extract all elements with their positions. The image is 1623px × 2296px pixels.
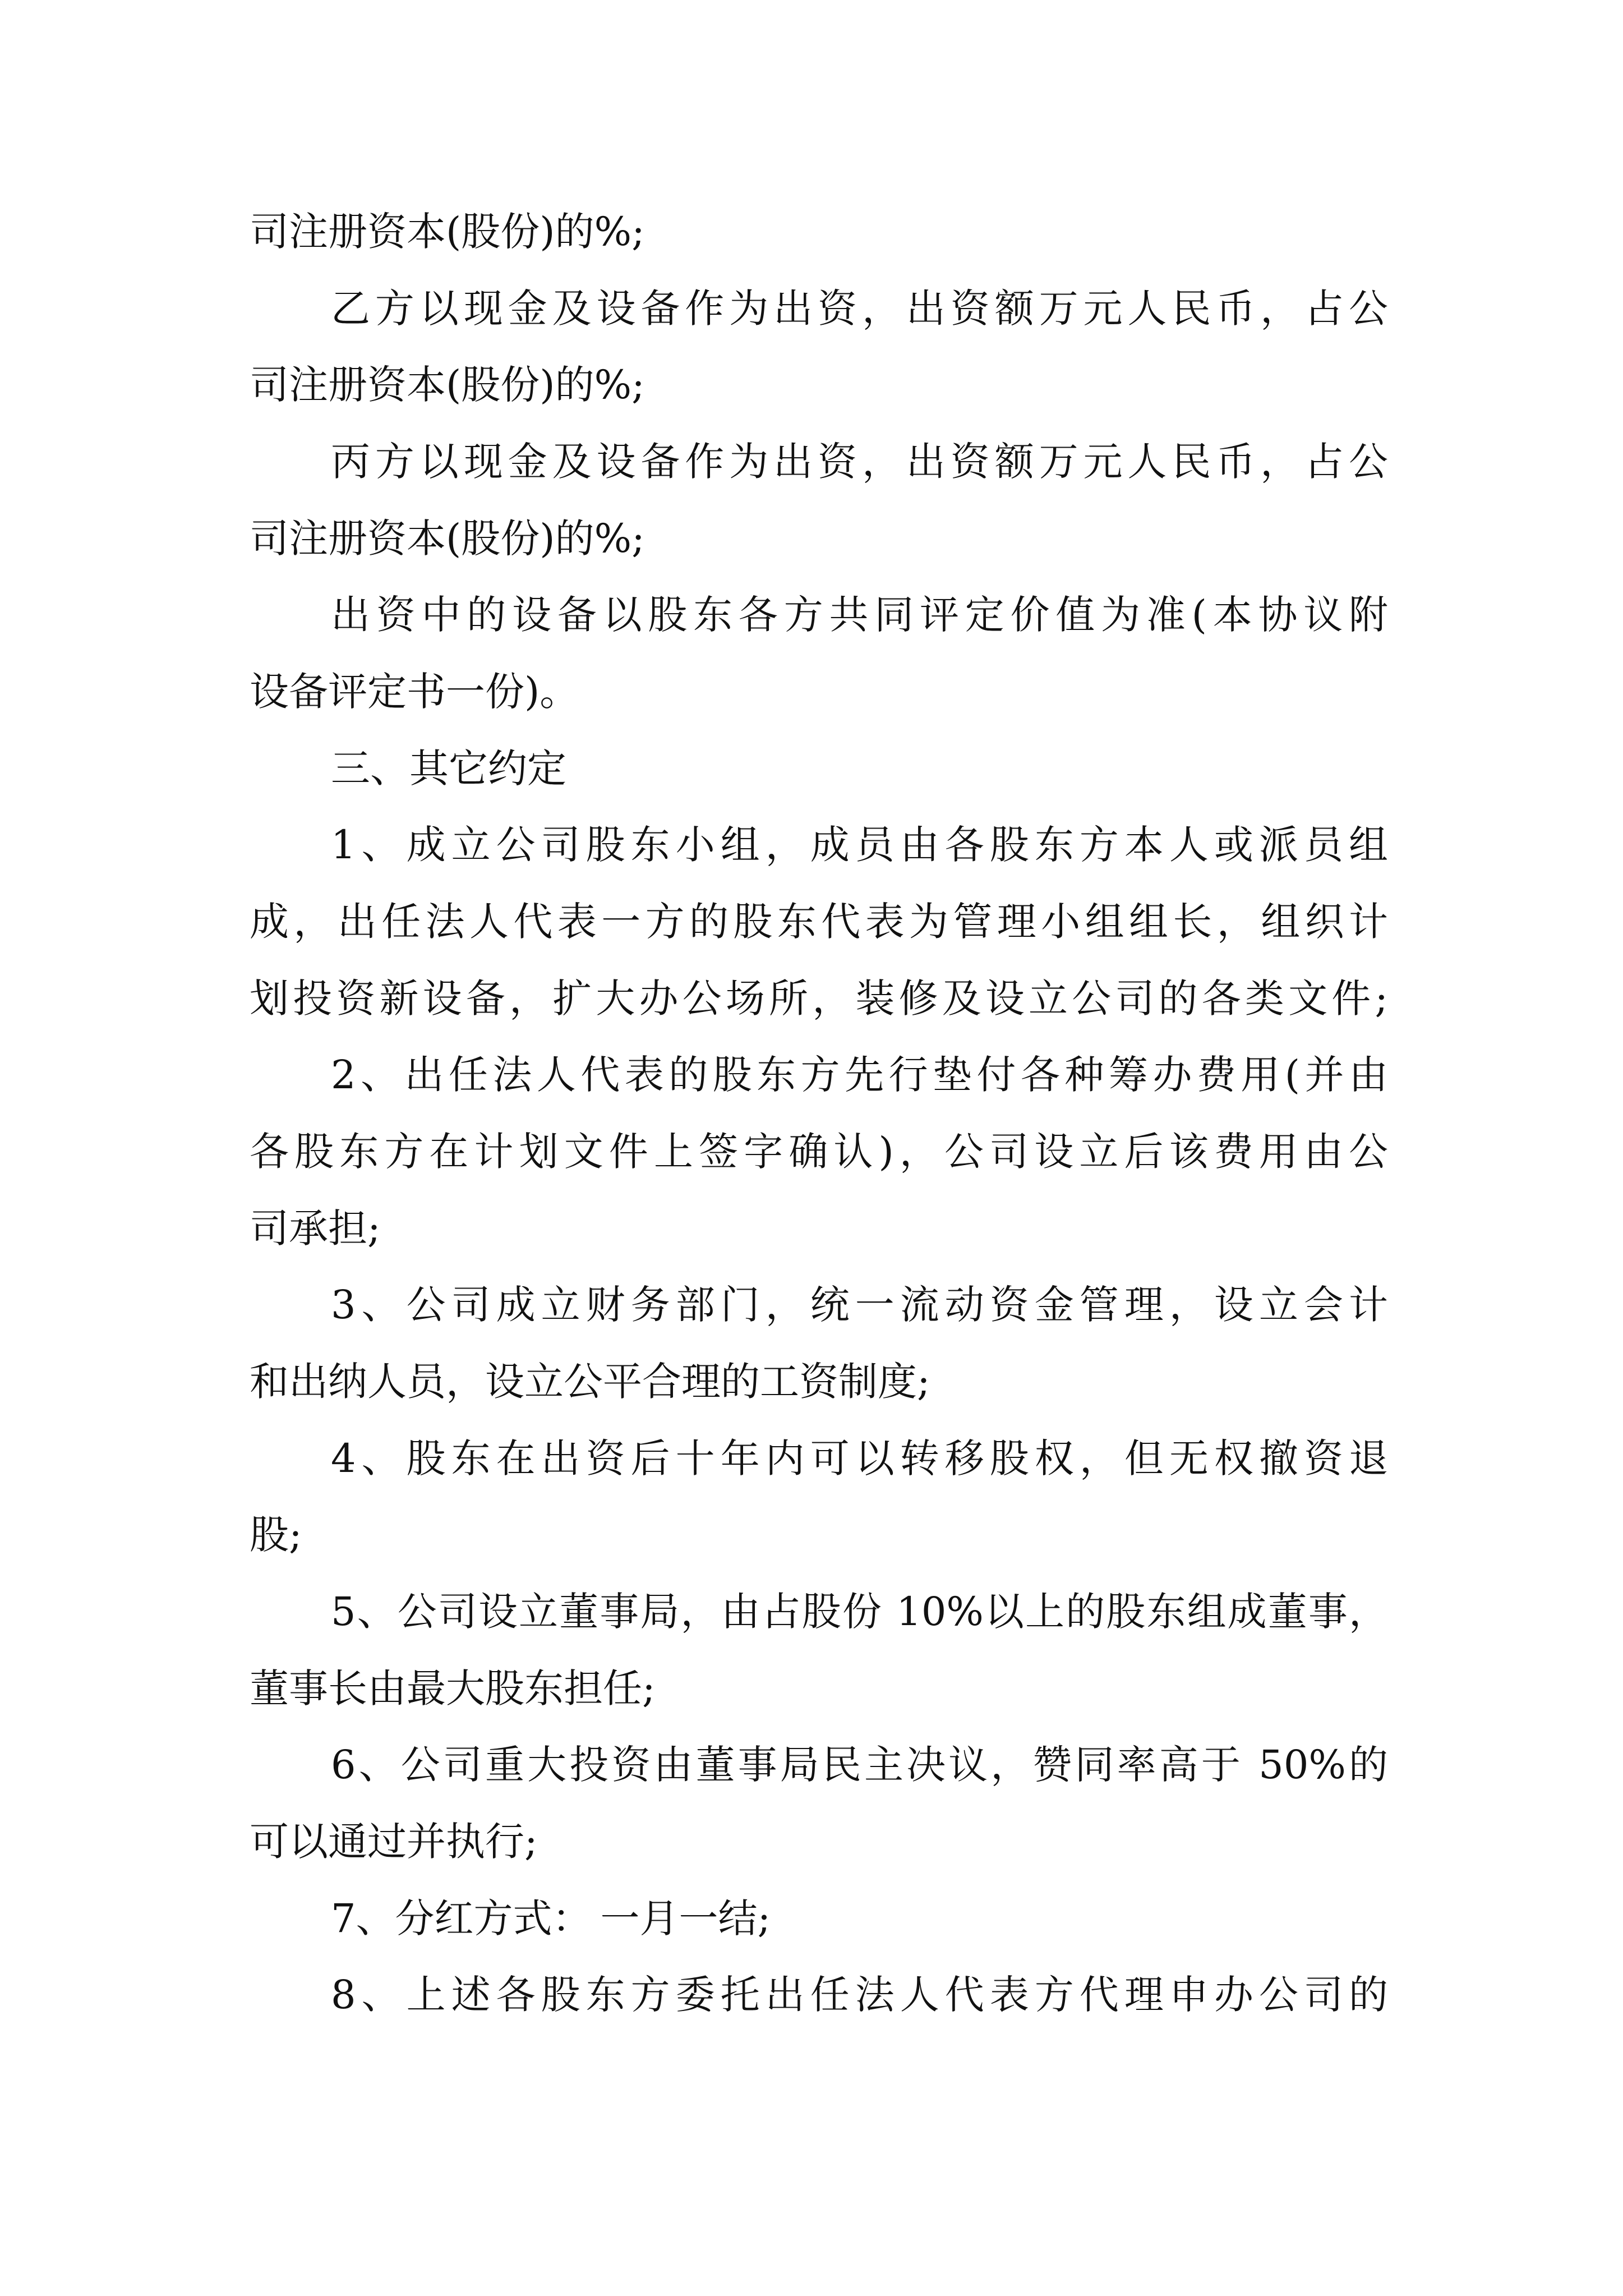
text-line: 划投资新设备，扩大办公场所，装修及设立公司的各类文件; [250, 976, 1388, 1022]
text-line: 和出纳人员，设立公平合理的工资制度; [250, 1359, 930, 1405]
text-line: 6、公司重大投资由董事局民主决议，赞同率高于 50%的 [331, 1742, 1388, 1788]
text-line: 丙方以现金及设备作为出资，出资额万元人民币，占公 [331, 439, 1388, 485]
section-heading: 三、其它约定 [331, 746, 566, 792]
text-line: 2、出任法人代表的股东方先行垫付各种筹办费用(并由 [331, 1052, 1388, 1098]
dividend-line [331, 1892, 1469, 1945]
text-line: 司注册资本(股份)的%; [250, 362, 645, 408]
text-line: 各股东方在计划文件上签字确认)，公司设立后该费用由公 [250, 1129, 1388, 1175]
text-line: 3、公司成立财务部门，统一流动资金管理，设立会计 [331, 1282, 1388, 1328]
text-line: 设备评定书一份)。 [250, 669, 579, 715]
text-line: 成，出任法人代表一方的股东代表为管理小组组长，组织计 [250, 899, 1388, 945]
text-line: 乙方以现金及设备作为出资，出资额万元人民币，占公 [331, 286, 1388, 332]
text-line: 4、股东在出资后十年内可以转移股权，但无权撤资退 [331, 1435, 1388, 1481]
text-line: 5、公司设立董事局，由占股份 10%以上的股东组成董事， [331, 1589, 1388, 1635]
text-line: 司承担; [250, 1205, 381, 1251]
text-line: 1、成立公司股东小组，成员由各股东方本人或派员组 [331, 822, 1388, 868]
text-line: 董事长由最大股东担任; [250, 1665, 656, 1711]
dividend-suffix: 一月一结; [600, 1895, 771, 1941]
text-line: 可以通过并执行; [250, 1819, 538, 1865]
text-line: 出资中的设备以股东各方共同评定价值为准(本协议附 [331, 592, 1388, 638]
dividend-label: 7、分红方式： [331, 1895, 592, 1941]
text-line: 8、上述各股东方委托出任法人代表方代理申办公司的 [331, 1972, 1388, 2018]
text-line: 股; [250, 1512, 302, 1558]
text-line: 司注册资本(股份)的%; [250, 209, 645, 255]
text-line: 司注册资本(股份)的%; [250, 516, 645, 562]
